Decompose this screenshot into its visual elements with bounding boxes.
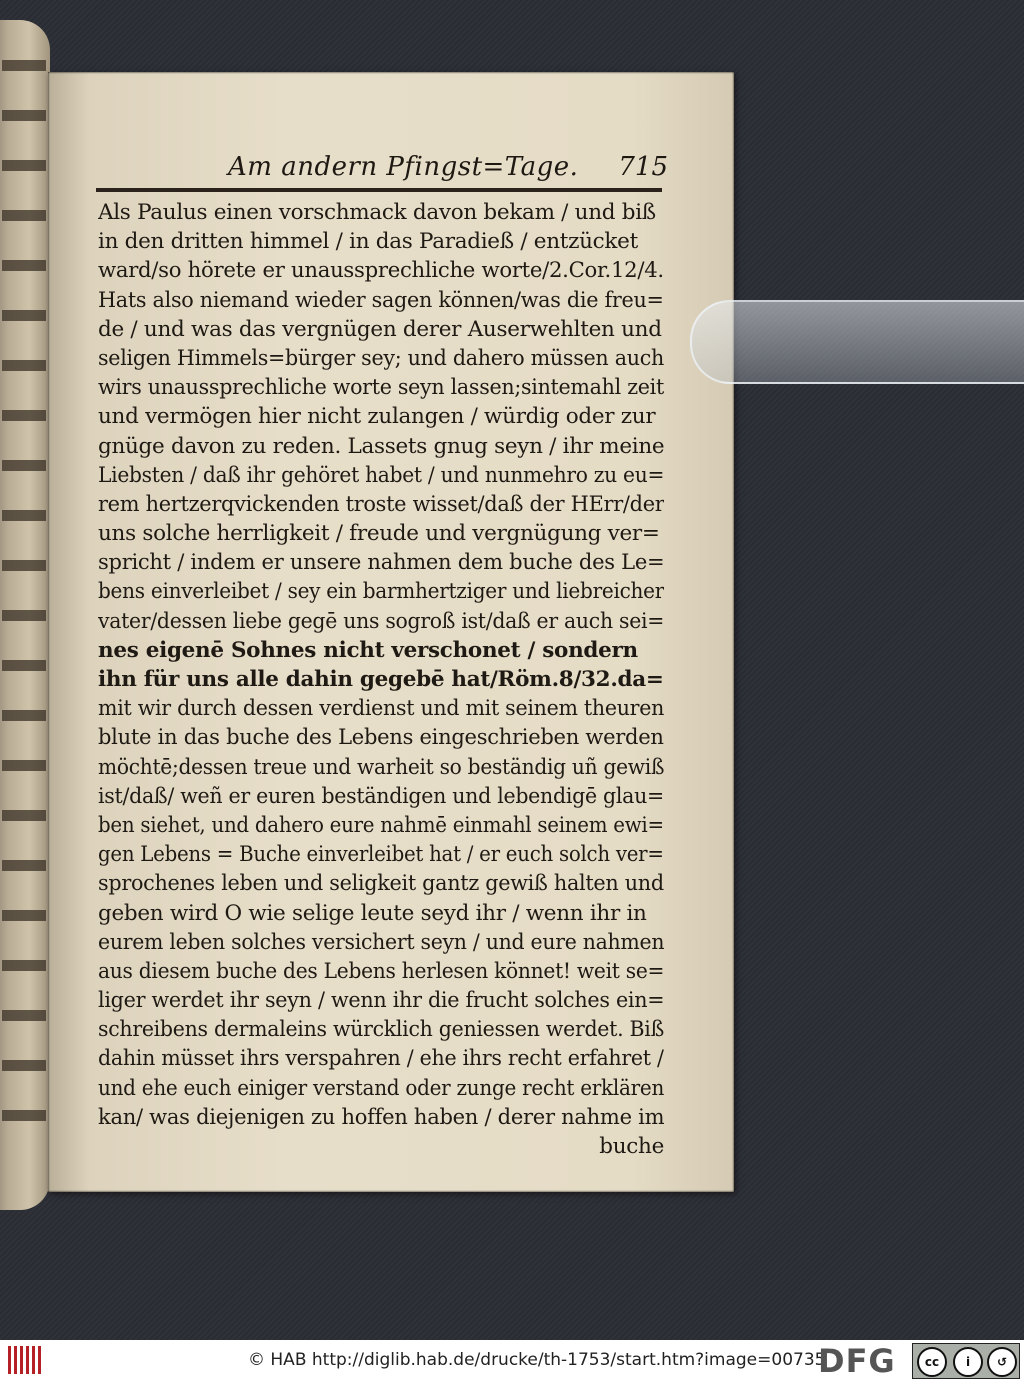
catchword: buche	[599, 1134, 664, 1159]
text-line: gen Lebens = Buche einverleibet hat / er euch solch ver=	[98, 842, 664, 868]
text-line: uns solche herrligkeit / freude und vergnügung ver=	[98, 521, 660, 547]
text-line: ben siehet, und dahero eure nahmē einmahl seinem ewi=	[98, 812, 664, 838]
text-line: eurem leben solches versichert seyn / und eure nahmen	[98, 929, 664, 955]
copyright-link[interactable]: © HAB http://diglib.hab.de/drucke/th-1753/start.htm?image=00735	[248, 1350, 826, 1370]
sa-icon: ↺	[987, 1347, 1017, 1377]
running-head: Am andern Pfingst=Tage.	[228, 152, 579, 182]
text-line: Liebsten / daß ihr gehöret habet / und nunmehro zu eu=	[98, 462, 664, 488]
text-line: in den dritten himmel / in das Paradieß / entzücket	[98, 229, 638, 255]
text-line: und vermögen hier nicht zulangen / würdig oder zur	[98, 404, 656, 430]
page-header	[228, 152, 668, 188]
text-line: spricht / indem er unsere nahmen dem buche des Le=	[98, 550, 664, 576]
text-line: mit wir durch dessen verdienst und mit seinem theuren	[98, 696, 664, 722]
text-line: seligen Himmels=bürger sey; und dahero müssen auch	[98, 345, 664, 371]
text-line: bens einverleibet / sey ein barmhertziger und liebreicher	[98, 579, 664, 605]
text-line: vater/dessen liebe gegē uns sogroß ist/daß er auch sei=	[98, 608, 664, 634]
text-line: kan/ was diejenigen zu hoffen haben / derer nahme im	[98, 1104, 664, 1130]
dfg-logo: DFG	[818, 1342, 896, 1380]
body-text	[98, 198, 664, 1161]
header-rule	[96, 188, 662, 192]
text-line: gnüge davon zu reden. Lassets gnug seyn / ihr meine	[98, 433, 664, 459]
hab-logo-icon	[8, 1346, 42, 1374]
text-line: geben wird O wie selige leute seyd ihr / wenn ihr in	[98, 900, 647, 926]
text-line: möchtē;dessen treue und warheit so beständig uñ gewiß	[98, 754, 664, 780]
text-line: schreibens dermaleins würcklich geniessen werdet. Biß	[98, 1017, 664, 1043]
text-line: Als Paulus einen vorschmack davon bekam / und biß	[98, 200, 656, 225]
text-line: ihn für uns alle dahin gegebē hat/Röm.8/32.da=	[98, 667, 664, 692]
text-line: sprochenes leben und seligkeit gantz gewiß halten und	[98, 871, 664, 897]
text-line: ward/so hörete er unaussprechliche worte/2.Cor.12/4.	[98, 258, 664, 284]
text-line: dahin müsset ihrs verspahren / ehe ihrs recht erfahret /	[98, 1046, 664, 1072]
text-line: liger werdet ihr seyn / wenn ihr die frucht solches ein=	[98, 988, 664, 1014]
facing-page-edge	[0, 20, 50, 1210]
by-icon: i	[953, 1347, 983, 1377]
text-line: wirs unaussprechliche worte seyn lassen;sintemahl zeit	[98, 375, 664, 401]
page-clip	[690, 300, 1024, 384]
text-line: ist/daß/ weñ er euren beständigen und lebendigē glau=	[98, 783, 664, 809]
text-line: aus diesem buche des Lebens herlesen könnet! weit se=	[98, 958, 664, 984]
text-line: blute in das buche des Lebens eingeschrieben werden	[98, 725, 664, 751]
text-line: nes eigenē Sohnes nicht verschonet / sondern	[98, 637, 638, 663]
page-number: 715	[618, 152, 668, 182]
text-line: und ehe euch einiger verstand oder zunge recht erklären	[98, 1075, 664, 1101]
cc-icon: cc	[917, 1347, 947, 1377]
viewer-footer	[0, 1340, 1024, 1380]
text-line: rem hertzerqvickenden troste wisset/daß der HErr/der	[98, 491, 664, 517]
license-badge[interactable]	[912, 1343, 1020, 1379]
text-line: de / und was das vergnügen derer Auserwehlten und	[98, 316, 662, 342]
text-line: Hats also niemand wieder sagen können/was die freu=	[98, 287, 664, 313]
